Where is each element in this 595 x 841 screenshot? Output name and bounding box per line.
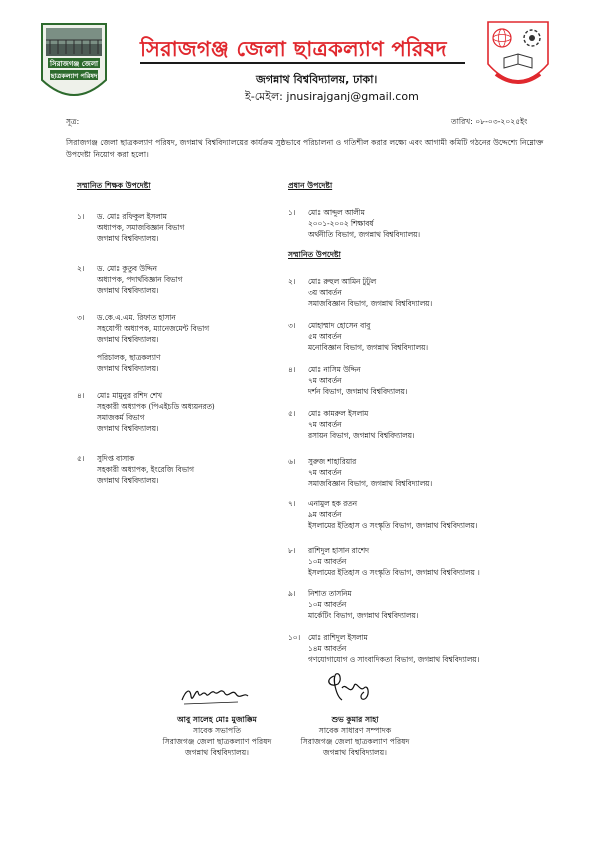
item-number: ২। — [77, 264, 85, 273]
signatory-organization: সিরাজগঞ্জ জেলা ছাত্রকল্যাণ পরিষদ — [300, 737, 410, 746]
item-number: ৯। — [288, 589, 296, 598]
item-number: ২। — [288, 277, 296, 286]
advisor-department: গণযোগাযোগ ও সাংবাদিকতা বিভাগ, জগন্নাথ বিশ্ববিদ্যালয়। — [308, 655, 480, 664]
advisor-name: ড. মোঃ রফিকুল ইসলাম — [97, 212, 167, 221]
advisor-batch: ১০ম আবর্তন — [308, 600, 347, 609]
email-line: ই-মেইল: jnusirajganj@gmail.com — [245, 90, 419, 103]
advisor-name: মোঃ রাশিদুল ইসলাম — [308, 633, 368, 642]
advisor-name: এনামুল হক রতন — [308, 499, 357, 508]
advisor-batch: ৭ম আবর্তন — [308, 376, 342, 385]
advisor-institution: জগন্নাথ বিশ্ববিদ্যালয়। — [97, 286, 159, 295]
item-number: ১০। — [288, 633, 301, 642]
advisor-designation: অধ্যাপক, পদার্থবিজ্ঞান বিভাগ — [97, 275, 183, 284]
intro-paragraph: সিরাজগঞ্জ জেলা ছাত্রকল্যাণ পরিষদ, জগন্নাথ বিশ্ববিদ্যালয়ের কার্যক্রম সুষ্ঠভাবে পরিচালনা ও গতিশীল করার লক্ষ্যে এবং আগামী কমিটি গঠনের উদ্দেশ্যে নিম্নোক্ত উপদেষ্টা নিয়োগ করা হলো। — [66, 138, 544, 159]
advisor-batch: ৫ম আবর্তন — [308, 332, 342, 341]
advisor-institution: জগন্নাথ বিশ্ববিদ্যালয়। — [97, 424, 159, 433]
reference-label: সূত্র: — [66, 117, 80, 126]
advisor-department: অর্থনীতি বিভাগ, জগন্নাথ বিশ্ববিদ্যালয়। — [308, 230, 421, 239]
advisor-designation: সহযোগী অধ্যাপক, ম্যানেজমেন্ট বিভাগ — [97, 324, 210, 333]
advisor-name: মোঃ নাসিম উদ্দিন — [308, 365, 361, 374]
university-name: জগন্নাথ বিশ্ববিদ্যালয়, ঢাকা। — [256, 73, 378, 86]
advisor-department: ইসলামের ইতিহাস ও সংস্কৃতি বিভাগ, জগন্নাথ বিশ্ববিদ্যালয় । — [308, 568, 480, 577]
advisor-department: মার্কেটিং বিভাগ, জগন্নাথ বিশ্ববিদ্যালয়। — [308, 611, 419, 620]
title-underline — [140, 62, 465, 64]
signatory-title: সাবেক সাধারণ সম্পাদক — [318, 726, 392, 735]
advisor-department: দর্শন বিভাগ, জগন্নাথ বিশ্ববিদ্যালয়। — [308, 387, 408, 396]
signatory-organization: সিরাজগঞ্জ জেলা ছাত্রকল্যাণ পরিষদ — [162, 737, 272, 746]
signatory-name: আবু সালেহ মোঃ মুজাক্কিম — [177, 715, 257, 724]
advisor-department: মনোবিজ্ঞান বিভাগ, জগন্নাথ বিশ্ববিদ্যালয়। — [308, 343, 429, 352]
advisor-department: ইসলামের ইতিহাস ও সংস্কৃতি বিভাগ, জগন্নাথ বিশ্ববিদ্যালয়। — [308, 521, 478, 530]
advisor-batch: ৯ম আবর্তন — [308, 510, 342, 519]
advisor-name: রাশিদুল হাসান রাশেদ — [308, 546, 369, 555]
advisor-name: মোঃ রুহুল আমিন টুটুল — [308, 277, 377, 286]
item-number: ৭। — [288, 499, 296, 508]
advisor-name: মোহাম্মাদ হোসেন বাবু — [308, 321, 371, 330]
advisor-additional-role: পরিচালক, ছাত্রকল্যাণ — [97, 353, 161, 362]
advisor-batch: ৭ম আবর্তন — [308, 420, 342, 429]
item-number: ৫। — [77, 454, 85, 463]
item-number: ৩। — [77, 313, 85, 322]
teacher-advisors-heading: সম্মানিত শিক্ষক উপদেষ্টা — [77, 181, 151, 190]
signature-block-secretary — [280, 714, 430, 758]
advisor-name: মোঃ আব্দুল আলীম — [308, 208, 365, 217]
item-number: ৪। — [77, 391, 85, 400]
advisor-designation: সহকারী অধ্যাপক (পিএইচডি অধ্যয়নরত) — [97, 402, 215, 411]
advisor-batch: ১৪ম আবর্তন — [308, 644, 347, 653]
advisor-designation: অধ্যাপক, সমাজবিজ্ঞান বিভাগ — [97, 223, 185, 232]
secretary-signature — [320, 666, 376, 708]
chief-advisor-heading: প্রধান উপদেষ্টা — [288, 181, 333, 190]
advisor-institution: জগন্নাথ বিশ্ববিদ্যালয়। — [97, 335, 159, 344]
item-number: ৩। — [288, 321, 296, 330]
logo-text-line-2: ছাত্রকল্যাণ পরিষদ — [50, 72, 98, 80]
signatory-university: জগন্নাথ বিশ্ববিদ্যালয়। — [322, 748, 387, 757]
university-seal-logo — [482, 18, 554, 96]
advisor-department: সমাজবিজ্ঞান বিভাগ, জগন্নাথ বিশ্ববিদ্যালয়। — [308, 299, 433, 308]
signatory-name: শুভ কুমার সাহা — [331, 715, 379, 724]
logo-text-line-1: সিরাজগঞ্জ জেলা — [49, 60, 99, 68]
advisor-institution: জগন্নাথ বিশ্ববিদ্যালয়। — [97, 476, 159, 485]
advisor-name: ড. মোঃ কুতুব উদ্দিন — [97, 264, 157, 273]
advisor-name: মোঃ কামরুল ইসলাম — [308, 409, 369, 418]
advisor-department: রসায়ন বিভাগ, জগন্নাথ বিশ্ববিদ্যালয়। — [308, 431, 415, 440]
advisor-department: সমাজকর্ম বিভাগ — [97, 413, 145, 422]
advisor-name: ড.কে.এ.এম. রিফাত হাসান — [97, 313, 176, 322]
district-association-logo — [36, 18, 112, 106]
advisor-institution: জগন্নাথ বিশ্ববিদ্যালয়। — [97, 234, 159, 243]
date-label: তারিখ: ০৮-০৩-২০২৫ইং — [451, 117, 528, 126]
advisor-batch: ৭ম আবর্তন — [308, 468, 342, 477]
organization-title: সিরাজগঞ্জ জেলা ছাত্রকল্যাণ পরিষদ — [140, 37, 447, 61]
advisor-batch: ৩য় আবর্তন — [308, 288, 342, 297]
advisor-additional-institution: জগন্নাথ বিশ্ববিদ্যালয়। — [97, 364, 159, 373]
item-number: ৪। — [288, 365, 296, 374]
signatory-university: জগন্নাথ বিশ্ববিদ্যালয়। — [184, 748, 249, 757]
advisor-designation: সহকারী অধ্যাপক, ইংরেজি বিভাগ — [97, 465, 194, 474]
advisor-session: ২০০১-২০০২ শিক্ষাবর্ষ — [308, 219, 374, 228]
advisor-name: সুরুজ শাহারিয়ার — [308, 457, 357, 466]
advisor-batch: ১০ম আবর্তন — [308, 557, 347, 566]
advisor-name: মোঃ মামুনুর রশিদ শেখ — [97, 391, 162, 400]
item-number: ৫। — [288, 409, 296, 418]
signature-block-president — [142, 714, 292, 758]
advisor-department: সমাজবিজ্ঞান বিভাগ, জগন্নাথ বিশ্ববিদ্যালয়। — [308, 479, 433, 488]
item-number: ৮। — [288, 546, 296, 555]
item-number: ১। — [288, 208, 296, 217]
item-number: ৬। — [288, 457, 296, 466]
president-signature — [178, 680, 250, 712]
honorable-advisors-heading: সম্মানিত উপদেষ্টা — [288, 250, 341, 259]
signatory-title: সাবেক সভাপতি — [192, 726, 242, 735]
advisor-name: নিশাত তাসনিম — [308, 589, 352, 598]
advisor-name: সুদিপ্ত বাসাক — [97, 454, 135, 463]
item-number: ১। — [77, 212, 85, 221]
